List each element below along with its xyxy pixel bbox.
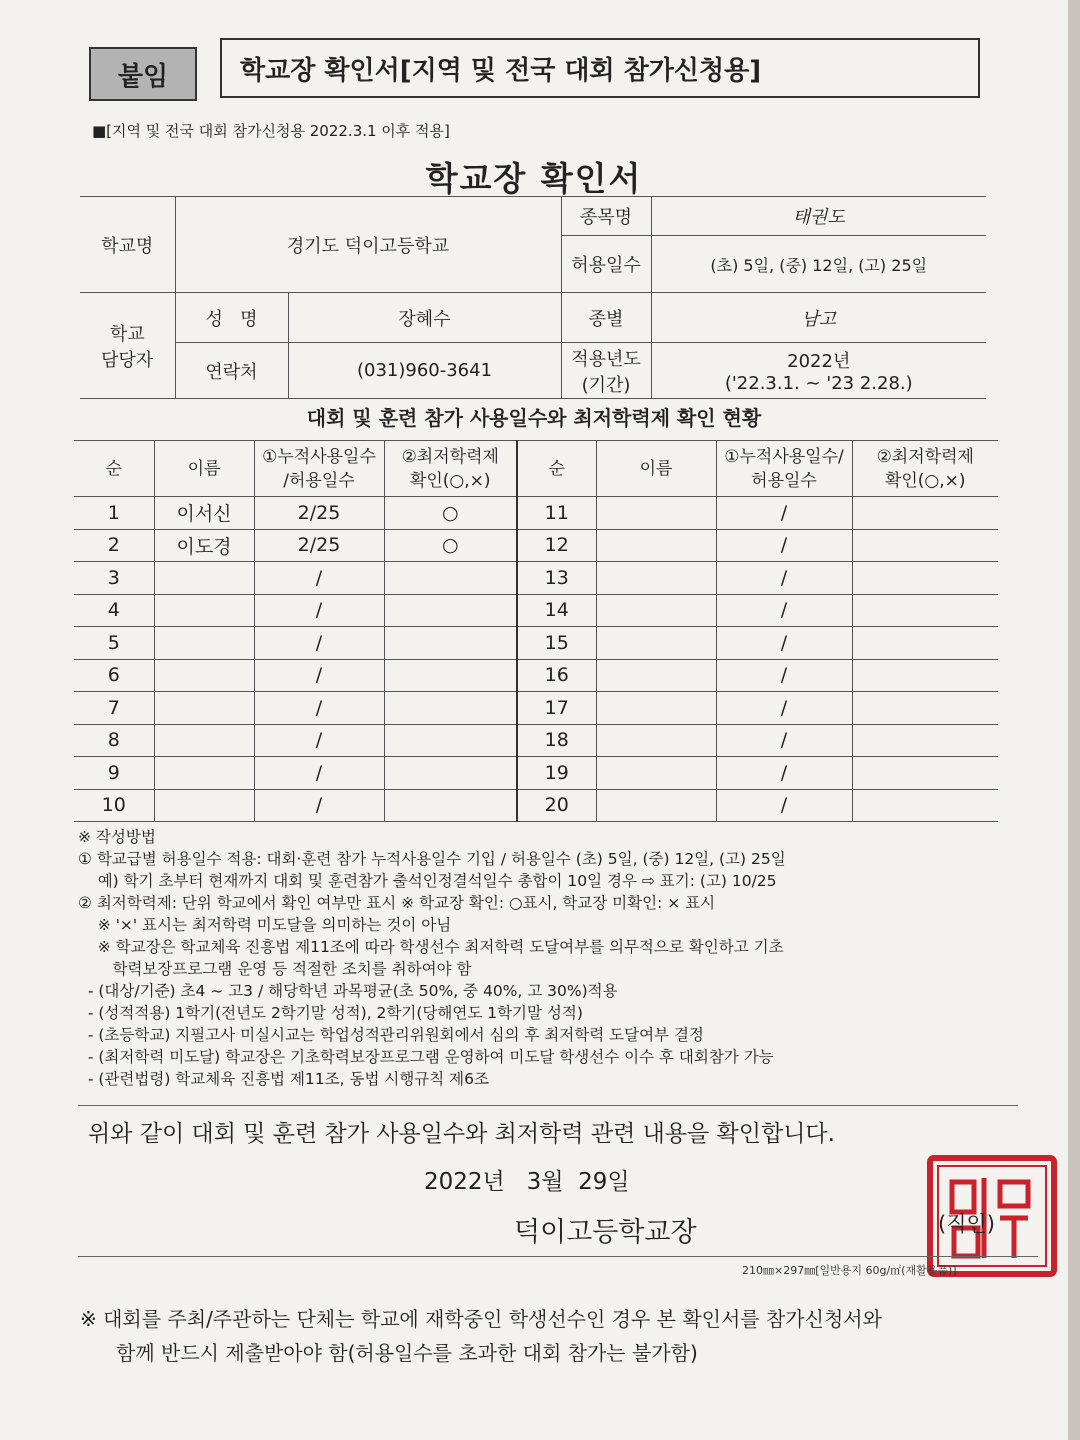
footnote-line1: ※ 대회를 주최/주관하는 단체는 학교에 재학중인 학생선수인 경우 본 확인서를 참가신청서와 [80,1307,882,1331]
row-academic-check: ○ [384,529,517,562]
row-days: 2/25 [254,529,384,562]
athlete-status-table [74,440,998,822]
row-name [154,659,254,692]
row-name: 이도경 [154,529,254,562]
row-days-right: / [716,529,852,562]
apply-year-label-line2: (기간) [581,374,631,396]
row-academic-check [384,724,517,757]
row-no-right: 19 [517,757,596,790]
instruction-line: - (관련법령) 학교체육 진흥법 제11조, 동법 시행규칙 제6조 [78,1070,489,1088]
instruction-line: - (대상/기준) 초4 ~ 고3 / 해당학년 과목평균(초 50%, 중 40%, 고 30%)적용 [78,982,618,1000]
col-header-name-right: 이름 [596,441,716,497]
row-days: / [254,692,384,725]
col-header-academic-right [852,441,998,497]
row-name [154,594,254,627]
col-header-days [254,441,384,497]
divider-bottom [78,1256,1038,1257]
principal-title: 덕이고등학교장 [514,1217,697,1248]
table-row [74,659,998,692]
col-header-academic-right-line1: ②최저학력제 [876,446,974,467]
row-name [154,789,254,822]
instruction-line: 학력보장프로그램 운영 등 적절한 조치를 취하여야 함 [78,960,472,978]
instruction-line: - (성적적용) 1학기(전년도 2학기말 성적), 2학기(당해연도 1학기말 성적) [78,1004,583,1022]
row-days-right: / [716,562,852,595]
seal-mark: (직인) [938,1212,995,1236]
row-academic-check-right [852,497,998,530]
category-label: 종별 [561,293,651,343]
row-name-right [596,757,716,790]
table-row [74,692,998,725]
issue-date: 2022년 3월 29일 [424,1169,630,1195]
school-info-table [80,196,986,399]
row-no-right: 20 [517,789,596,822]
school-name-value: 경기도 덕이고등학교 [175,197,561,293]
row-no: 4 [74,594,154,627]
contact-label: 연락처 [175,343,288,399]
row-no: 6 [74,659,154,692]
row-no-right: 15 [517,627,596,660]
instruction-line: - (최저학력 미도달) 학교장은 기초학력보장프로그램 운영하여 미도달 학생선수 이수 후 대회참가 가능 [78,1048,774,1066]
table-row [74,757,998,790]
row-name-right [596,692,716,725]
instruction-line: ※ '×' 표시는 최저학력 미도달을 의미하는 것이 아님 [78,916,452,934]
contact-value: (031)960-3641 [288,343,561,399]
manager-label-line1: 학교 [109,323,145,345]
confirmation-statement: 위와 같이 대회 및 훈련 참가 사용일수와 최저학력 관련 내용을 확인합니다. [88,1121,835,1147]
sport-label: 종목명 [561,197,651,236]
row-days-right: / [716,724,852,757]
row-name-right [596,529,716,562]
apply-year-value [651,343,986,399]
row-name-right [596,627,716,660]
table-row [74,497,998,530]
row-no: 5 [74,627,154,660]
col-header-academic-line1: ②최저학력제 [401,446,499,467]
instructions-block [78,826,1038,1090]
row-name-right [596,659,716,692]
row-no-right: 16 [517,659,596,692]
row-academic-check [384,627,517,660]
row-no: 2 [74,529,154,562]
category-value: 남고 [651,293,986,343]
row-academic-check-right [852,757,998,790]
row-no: 3 [74,562,154,595]
row-academic-check-right [852,529,998,562]
row-days-right: / [716,497,852,530]
row-academic-check-right [852,659,998,692]
row-no: 8 [74,724,154,757]
instruction-line: ① 학교급별 허용일수 적용: 대회·훈련 참가 누적사용일수 기입 / 허용일수 (초) 5일, (중) 12일, (고) 25일 [78,850,786,868]
col-header-days-right-line2: 허용일수 [751,470,817,491]
col-header-academic-right-line2: 확인(○,×) [884,470,966,491]
row-name: 이서신 [154,497,254,530]
row-academic-check [384,562,517,595]
apply-year-value-line1: 2022년 [787,351,851,372]
row-academic-check-right [852,627,998,660]
row-days: / [254,659,384,692]
applicability-note: ■[지역 및 전국 대회 참가신청용 2022.3.1 이후 적용] [92,122,450,140]
table-row [74,724,998,757]
table-body [74,497,998,822]
row-name [154,562,254,595]
submission-footnote [80,1302,882,1370]
row-name [154,627,254,660]
apply-year-value-line2: ('22.3.1. ~ '23 2.28.) [724,373,913,394]
table-row [74,529,998,562]
document-heading: 학교장 확인서[지역 및 전국 대회 참가신청용] [220,38,980,98]
row-name [154,757,254,790]
row-days: / [254,594,384,627]
allowed-days-label: 허용일수 [561,236,651,293]
table-row [74,562,998,595]
row-no-right: 11 [517,497,596,530]
instruction-line: 예) 학기 초부터 현재까지 대회 및 훈련참가 출석인정결석일수 총합이 10일 경우 ⇨ 표기: (고) 10/25 [78,872,777,890]
col-header-academic [384,441,517,497]
col-header-no: 순 [74,441,154,497]
row-academic-check-right [852,692,998,725]
apply-year-label-line1: 적용년도 [571,348,641,370]
row-days: / [254,757,384,790]
col-header-days-line1: ①누적사용일수 [262,446,376,467]
col-header-no-right: 순 [517,441,596,497]
row-academic-check-right [852,789,998,822]
attachment-tag: 붙임 [89,47,197,101]
row-academic-check [384,659,517,692]
sport-value: 태권도 [651,197,986,236]
row-days-right: / [716,789,852,822]
paper-spec: 210㎜×297㎜[일반용지 60g/㎡(재활용품)] [742,1264,957,1277]
divider-top [78,1105,1018,1106]
row-days-right: / [716,627,852,660]
manager-label [80,293,175,399]
row-no-right: 14 [517,594,596,627]
row-no-right: 12 [517,529,596,562]
row-academic-check: ○ [384,497,517,530]
col-header-academic-line2: 확인(○,×) [409,470,491,491]
page-edge [1068,0,1080,1440]
col-header-days-line2: /허용일수 [283,470,355,491]
row-no: 10 [74,789,154,822]
row-academic-check [384,789,517,822]
row-days-right: / [716,692,852,725]
row-academic-check-right [852,594,998,627]
table-row [74,789,998,822]
table-row [74,627,998,660]
col-header-days-right [716,441,852,497]
row-academic-check-right [852,724,998,757]
instruction-line: ② 최저학력제: 단위 학교에서 확인 여부만 표시 ※ 학교장 확인: ○표시, 학교장 미확인: × 표시 [78,894,716,912]
row-name-right [596,562,716,595]
footnote-line2: 함께 반드시 제출받아야 함(허용일수를 초과한 대회 참가는 불가함) [116,1341,698,1365]
row-days: / [254,562,384,595]
row-name [154,692,254,725]
row-days-right: / [716,594,852,627]
instruction-line: ※ 학교장은 학교체육 진흥법 제11조에 따라 학생선수 최저학력 도달여부를 의무적으로 확인하고 기초 [78,938,784,956]
row-no-right: 17 [517,692,596,725]
row-academic-check [384,692,517,725]
row-name-right [596,497,716,530]
row-no: 1 [74,497,154,530]
col-header-name: 이름 [154,441,254,497]
row-name-right [596,789,716,822]
allowed-days-value: (초) 5일, (중) 12일, (고) 25일 [651,236,986,293]
row-academic-check-right [852,562,998,595]
manager-name-label: 성 명 [175,293,288,343]
status-subtitle: 대회 및 훈련 참가 사용일수와 최저학력제 확인 현황 [306,406,762,430]
row-name-right [596,594,716,627]
row-no-right: 18 [517,724,596,757]
row-no: 7 [74,692,154,725]
col-header-days-right-line1: ①누적사용일수/ [724,446,844,467]
page-title: 학교장 확인서 [425,159,643,198]
row-no-right: 13 [517,562,596,595]
instruction-line: ※ 작성방법 [78,828,156,846]
table-row [74,594,998,627]
apply-year-label [561,343,651,399]
row-name-right [596,724,716,757]
row-days: 2/25 [254,497,384,530]
school-name-label: 학교명 [80,197,175,293]
manager-label-line2: 담당자 [101,349,154,371]
row-academic-check [384,757,517,790]
manager-name-value: 장혜수 [288,293,561,343]
row-no: 9 [74,757,154,790]
row-name [154,724,254,757]
row-days-right: / [716,659,852,692]
instruction-line: - (초등학교) 지필고사 미실시교는 학업성적관리위원회에서 심의 후 최저학력 도달여부 결정 [78,1026,704,1044]
row-days: / [254,627,384,660]
row-days: / [254,724,384,757]
row-days: / [254,789,384,822]
row-academic-check [384,594,517,627]
row-days-right: / [716,757,852,790]
